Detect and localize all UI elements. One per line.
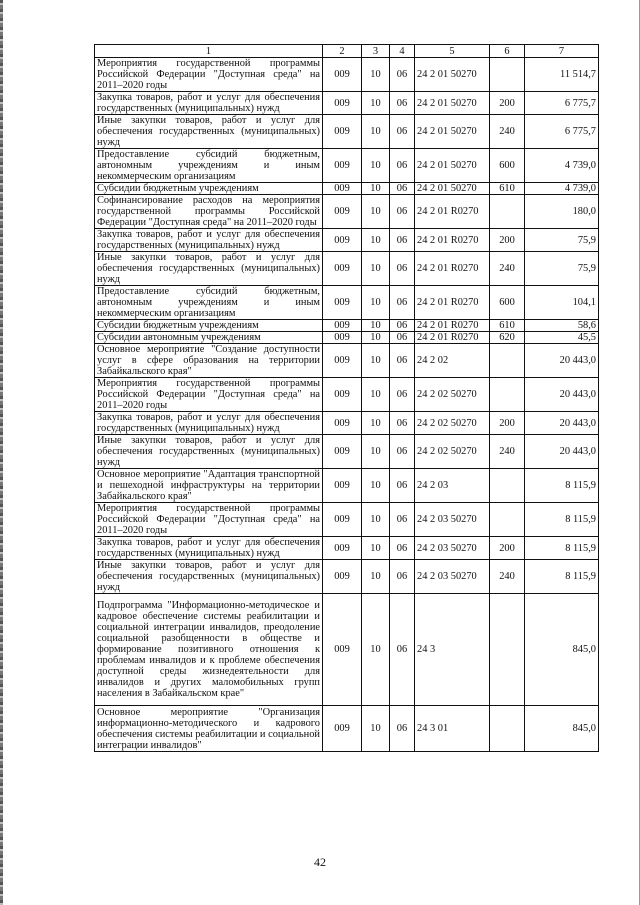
row-name: Субсидии бюджетным учреждениям: [95, 183, 323, 195]
row-col-3: 10: [362, 183, 390, 195]
row-col-3: 10: [362, 378, 390, 412]
row-col-5: 24 2 03 50270: [415, 537, 490, 560]
row-name: Закупка товаров, работ и услуг для обеспечения государственных (муниципальных) нужд: [95, 537, 323, 560]
row-col-5: 24 2 02: [415, 344, 490, 378]
row-col-5: 24 2 01 R0270: [415, 320, 490, 332]
table-row: [95, 229, 599, 252]
row-col-4: 06: [390, 332, 415, 344]
row-col-7: 180,0: [525, 195, 599, 229]
row-col-6: 200: [490, 537, 525, 560]
row-col-4: 06: [390, 435, 415, 469]
row-col-5: 24 2 02 50270: [415, 378, 490, 412]
row-col-6: 620: [490, 332, 525, 344]
row-name: Закупка товаров, работ и услуг для обеспечения государственных (муниципальных) нужд: [95, 412, 323, 435]
row-col-5: 24 2 01 R0270: [415, 332, 490, 344]
row-col-6: 610: [490, 183, 525, 195]
row-col-7: 6 775,7: [525, 115, 599, 149]
table-row: [95, 252, 599, 286]
row-col-6: [490, 344, 525, 378]
row-col-2: 009: [323, 286, 362, 320]
table-row: [95, 320, 599, 332]
row-col-6: 200: [490, 229, 525, 252]
row-col-6: 600: [490, 149, 525, 183]
row-col-4: 06: [390, 344, 415, 378]
row-col-5: 24 2 03 50270: [415, 560, 490, 594]
row-col-3: 10: [362, 503, 390, 537]
row-col-5: 24 2 02 50270: [415, 435, 490, 469]
row-col-2: 009: [323, 706, 362, 752]
row-col-2: 009: [323, 503, 362, 537]
row-col-4: 06: [390, 594, 415, 706]
row-name: Субсидии автономным учреждениям: [95, 332, 323, 344]
row-col-7: 8 115,9: [525, 503, 599, 537]
row-col-3: 10: [362, 435, 390, 469]
row-name: Закупка товаров, работ и услуг для обеспечения государственных (муниципальных) нужд: [95, 229, 323, 252]
row-name: Мероприятия государственной программы Российской Федерации "Доступная среда" на 2011–2020 годы: [95, 378, 323, 412]
row-col-7: 4 739,0: [525, 149, 599, 183]
row-col-2: 009: [323, 537, 362, 560]
row-col-3: 10: [362, 149, 390, 183]
row-col-3: 10: [362, 320, 390, 332]
header-col-4: 4: [390, 45, 415, 58]
row-col-3: 10: [362, 58, 390, 92]
row-col-6: [490, 503, 525, 537]
row-col-6: 600: [490, 286, 525, 320]
table-row: [95, 378, 599, 412]
table-row: [95, 92, 599, 115]
row-col-6: [490, 195, 525, 229]
row-col-2: 009: [323, 229, 362, 252]
table-row: [95, 286, 599, 320]
row-col-5: 24 2 01 50270: [415, 149, 490, 183]
row-col-5: 24 3 01: [415, 706, 490, 752]
row-name: Предоставление субсидий бюджетным, автономным учреждениям и иным некоммерческим организациям: [95, 286, 323, 320]
row-col-4: 06: [390, 537, 415, 560]
row-name: Основное мероприятие "Организация информационно-методического и кадрового обеспечения системы реабилитации и социальной интеграции инвалидов": [95, 706, 323, 752]
row-col-7: 8 115,9: [525, 537, 599, 560]
row-col-2: 009: [323, 92, 362, 115]
row-col-2: 009: [323, 435, 362, 469]
row-col-2: 009: [323, 252, 362, 286]
row-col-6: 240: [490, 252, 525, 286]
header-col-7: 7: [525, 45, 599, 58]
row-col-2: 009: [323, 320, 362, 332]
row-col-7: 20 443,0: [525, 378, 599, 412]
row-col-3: 10: [362, 469, 390, 503]
row-col-7: 20 443,0: [525, 435, 599, 469]
row-col-5: 24 2 01 50270: [415, 92, 490, 115]
table-row: [95, 469, 599, 503]
row-col-6: [490, 469, 525, 503]
row-col-6: [490, 58, 525, 92]
row-col-4: 06: [390, 252, 415, 286]
row-col-6: [490, 706, 525, 752]
row-col-3: 10: [362, 115, 390, 149]
row-name: Софинансирование расходов на мероприятия государственной программы Российской Федерации "Доступная среда" на 2011–2020 годы: [95, 195, 323, 229]
row-col-5: 24 2 01 R0270: [415, 252, 490, 286]
row-col-7: 4 739,0: [525, 183, 599, 195]
row-col-3: 10: [362, 537, 390, 560]
row-col-2: 009: [323, 469, 362, 503]
row-col-4: 06: [390, 183, 415, 195]
row-col-3: 10: [362, 286, 390, 320]
row-col-6: 240: [490, 115, 525, 149]
row-col-4: 06: [390, 115, 415, 149]
row-col-7: 58,6: [525, 320, 599, 332]
row-name: Иные закупки товаров, работ и услуг для обеспечения государственных (муниципальных) нужд: [95, 435, 323, 469]
row-col-7: 6 775,7: [525, 92, 599, 115]
row-name: Предоставление субсидий бюджетным, автономным учреждениям и иным некоммерческим организациям: [95, 149, 323, 183]
row-col-2: 009: [323, 58, 362, 92]
row-col-4: 06: [390, 149, 415, 183]
row-col-6: [490, 594, 525, 706]
row-name: Подпрограмма "Информационно-методическое и кадровое обеспечение системы реабилитации и социальной интеграции инвалидов, преодоление социальной разобщенности в обществе и формирование позитивного отношения к проблемам инвалидов и к проблеме обеспечения доступной среды жизнедеятельности для инвалидов и других маломобильных групп населения в Забайкальском крае": [95, 594, 323, 706]
row-col-3: 10: [362, 344, 390, 378]
row-col-5: 24 2 01 50270: [415, 183, 490, 195]
header-col-6: 6: [490, 45, 525, 58]
row-col-6: 240: [490, 435, 525, 469]
row-col-3: 10: [362, 706, 390, 752]
table-row: [95, 706, 599, 752]
row-col-7: 845,0: [525, 706, 599, 752]
row-col-5: 24 2 01 R0270: [415, 229, 490, 252]
row-col-7: 75,9: [525, 252, 599, 286]
budget-table: [94, 44, 599, 752]
table-row: [95, 195, 599, 229]
row-col-5: 24 2 01 R0270: [415, 195, 490, 229]
row-col-6: 200: [490, 92, 525, 115]
row-name: Мероприятия государственной программы Российской Федерации "Доступная среда" на 2011–2020 годы: [95, 58, 323, 92]
row-col-4: 06: [390, 320, 415, 332]
row-col-5: 24 2 01 R0270: [415, 286, 490, 320]
row-name: Основное мероприятие "Создание доступности услуг в сфере образования на территории Забайкальского края": [95, 344, 323, 378]
row-col-7: 75,9: [525, 229, 599, 252]
table-row: [95, 503, 599, 537]
table-row: [95, 560, 599, 594]
row-col-4: 06: [390, 378, 415, 412]
row-col-4: 06: [390, 412, 415, 435]
header-col-5: 5: [415, 45, 490, 58]
table-body: [95, 58, 599, 752]
row-col-4: 06: [390, 503, 415, 537]
table-row: [95, 58, 599, 92]
row-col-6: 200: [490, 412, 525, 435]
row-col-7: 20 443,0: [525, 412, 599, 435]
row-col-3: 10: [362, 92, 390, 115]
row-name: Основное мероприятие "Адаптация транспортной и пешеходной инфраструктуры на территории Забайкальского края": [95, 469, 323, 503]
row-col-2: 009: [323, 594, 362, 706]
row-name: Мероприятия государственной программы Российской Федерации "Доступная среда" на 2011–2020 годы: [95, 503, 323, 537]
row-col-7: 8 115,9: [525, 560, 599, 594]
table-row: [95, 149, 599, 183]
row-col-5: 24 2 03: [415, 469, 490, 503]
row-name: Субсидии бюджетным учреждениям: [95, 320, 323, 332]
row-col-3: 10: [362, 412, 390, 435]
row-name: Закупка товаров, работ и услуг для обеспечения государственных (муниципальных) нужд: [95, 92, 323, 115]
row-name: Иные закупки товаров, работ и услуг для обеспечения государственных (муниципальных) нужд: [95, 560, 323, 594]
table-row: [95, 594, 599, 706]
row-col-2: 009: [323, 332, 362, 344]
row-col-5: 24 2 01 50270: [415, 115, 490, 149]
row-col-3: 10: [362, 332, 390, 344]
row-col-4: 06: [390, 469, 415, 503]
row-col-4: 06: [390, 229, 415, 252]
table-header: [95, 45, 599, 58]
row-col-7: 8 115,9: [525, 469, 599, 503]
row-col-2: 009: [323, 115, 362, 149]
row-col-2: 009: [323, 183, 362, 195]
row-col-2: 009: [323, 412, 362, 435]
row-col-4: 06: [390, 92, 415, 115]
header-col-2: 2: [323, 45, 362, 58]
row-col-7: 20 443,0: [525, 344, 599, 378]
row-col-2: 009: [323, 378, 362, 412]
row-col-4: 06: [390, 560, 415, 594]
table-row: [95, 412, 599, 435]
table-row: [95, 344, 599, 378]
row-col-4: 06: [390, 195, 415, 229]
table-row: [95, 435, 599, 469]
row-col-5: 24 3: [415, 594, 490, 706]
table-row: [95, 537, 599, 560]
row-col-4: 06: [390, 286, 415, 320]
row-col-3: 10: [362, 252, 390, 286]
row-col-6: [490, 378, 525, 412]
row-col-3: 10: [362, 594, 390, 706]
row-col-7: 845,0: [525, 594, 599, 706]
row-col-2: 009: [323, 560, 362, 594]
row-col-4: 06: [390, 58, 415, 92]
row-col-7: 45,5: [525, 332, 599, 344]
row-col-7: 11 514,7: [525, 58, 599, 92]
scan-edge-left: [0, 0, 3, 905]
row-col-3: 10: [362, 195, 390, 229]
row-col-5: 24 2 02 50270: [415, 412, 490, 435]
row-name: Иные закупки товаров, работ и услуг для обеспечения государственных (муниципальных) нужд: [95, 115, 323, 149]
row-col-2: 009: [323, 344, 362, 378]
table-row: [95, 332, 599, 344]
header-col-3: 3: [362, 45, 390, 58]
table-row: [95, 183, 599, 195]
row-col-6: 240: [490, 560, 525, 594]
row-col-2: 009: [323, 149, 362, 183]
row-col-3: 10: [362, 560, 390, 594]
row-col-5: 24 2 01 50270: [415, 58, 490, 92]
row-col-4: 06: [390, 706, 415, 752]
header-row: [95, 45, 599, 58]
header-col-1: 1: [95, 45, 323, 58]
row-name: Иные закупки товаров, работ и услуг для обеспечения государственных (муниципальных) нужд: [95, 252, 323, 286]
row-col-7: 104,1: [525, 286, 599, 320]
row-col-2: 009: [323, 195, 362, 229]
table-row: [95, 115, 599, 149]
row-col-5: 24 2 03 50270: [415, 503, 490, 537]
page-number: 42: [314, 855, 326, 869]
row-col-3: 10: [362, 229, 390, 252]
row-col-6: 610: [490, 320, 525, 332]
